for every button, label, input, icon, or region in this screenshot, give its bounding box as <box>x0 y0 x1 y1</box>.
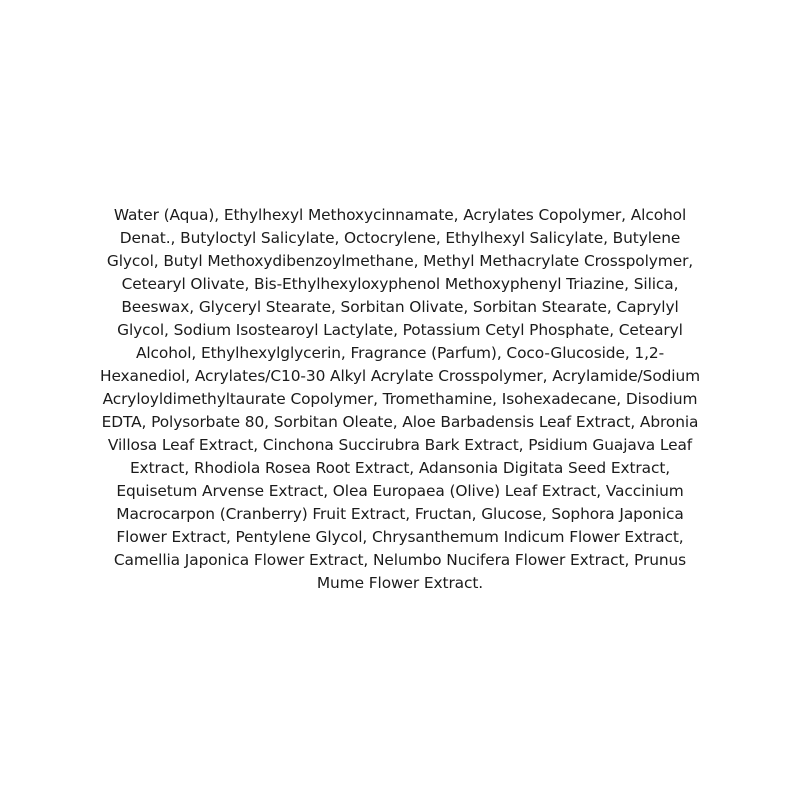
ingredients-line: EDTA, Polysorbate 80, Sorbitan Oleate, Aloe Barbadensis Leaf Extract, Abronia <box>101 413 699 431</box>
ingredients-line: Mume Flower Extract. <box>316 574 484 592</box>
ingredients-line: Villosa Leaf Extract, Cinchona Succirubra Bark Extract, Psidium Guajava Leaf <box>107 436 693 454</box>
ingredients-line: Macrocarpon (Cranberry) Fruit Extract, Fructan, Glucose, Sophora Japonica <box>116 505 684 523</box>
ingredients-line: Cetearyl Olivate, Bis-Ethylhexyloxyphenol Methoxyphenyl Triazine, Silica, <box>121 275 679 293</box>
ingredients-line: Flower Extract, Pentylene Glycol, Chrysanthemum Indicum Flower Extract, <box>116 528 684 546</box>
ingredients-list <box>70 204 730 595</box>
ingredients-line: Extract, Rhodiola Rosea Root Extract, Adansonia Digitata Seed Extract, <box>129 459 671 477</box>
ingredients-line: Acryloyldimethyltaurate Copolymer, Tromethamine, Isohexadecane, Disodium <box>102 390 698 408</box>
ingredients-line: Alcohol, Ethylhexylglycerin, Fragrance (Parfum), Coco-Glucoside, 1,2- <box>135 344 665 362</box>
ingredients-line: Beeswax, Glyceryl Stearate, Sorbitan Olivate, Sorbitan Stearate, Caprylyl <box>121 298 679 316</box>
ingredients-line: Denat., Butyloctyl Salicylate, Octocrylene, Ethylhexyl Salicylate, Butylene <box>119 229 681 247</box>
ingredients-line: Equisetum Arvense Extract, Olea Europaea (Olive) Leaf Extract, Vaccinium <box>116 482 684 500</box>
ingredients-line: Camellia Japonica Flower Extract, Nelumbo Nucifera Flower Extract, Prunus <box>113 551 687 569</box>
ingredients-line: Water (Aqua), Ethylhexyl Methoxycinnamate, Acrylates Copolymer, Alcohol <box>113 206 687 224</box>
ingredients-line: Hexanediol, Acrylates/C10-30 Alkyl Acrylate Crosspolymer, Acrylamide/Sodium <box>99 367 701 385</box>
ingredients-line: Glycol, Butyl Methoxydibenzoylmethane, Methyl Methacrylate Crosspolymer, <box>106 252 694 270</box>
ingredients-line: Glycol, Sodium Isostearoyl Lactylate, Potassium Cetyl Phosphate, Cetearyl <box>117 321 683 339</box>
